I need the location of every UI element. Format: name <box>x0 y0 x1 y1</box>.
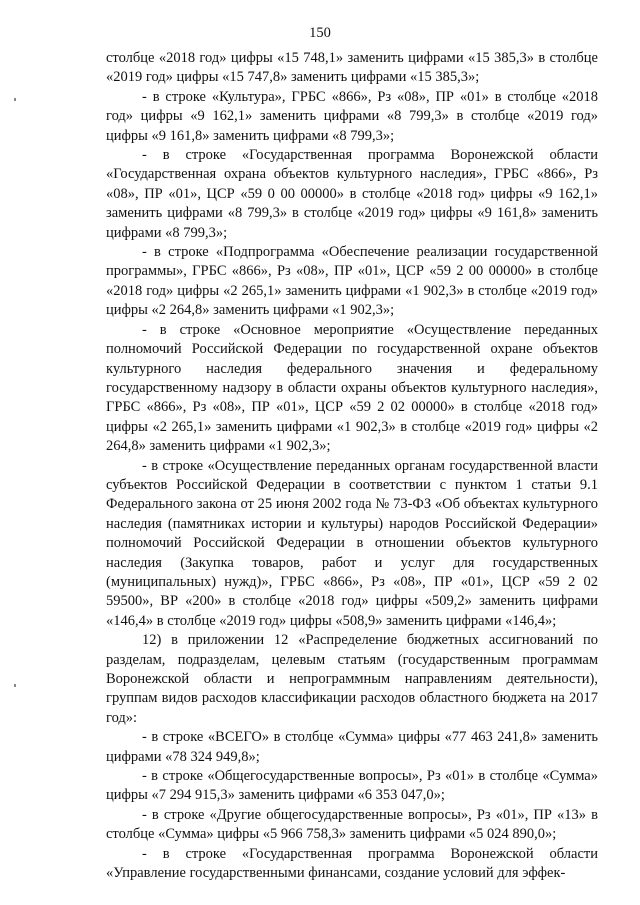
paragraph: - в строке «Общегосударственные вопросы», Рз «01» в столбце «Сумма» цифры «7 294 915,3» заменить цифрами «6 353 047,0»; <box>106 768 598 804</box>
paragraph: - в строке «Культура», ГРБС «866», Рз «08», ПР «01» в столбце «2018 год» цифры «9 162,1» заменить цифрами «8 799,3» в столбце «2019 год» цифры «9 161,8» заменить цифрами «8 799,3»; <box>106 88 598 144</box>
paragraph: - в строке «Государственная программа Воронежской области «Управление государственными финансами, создание условий для эффек- <box>106 845 598 882</box>
paragraph: - в строке «Другие общегосударственные вопросы», Рз «01», ПР «13» в столбце «Сумма» цифры «5 966 758,3» заменить цифрами «5 024 890,0»; <box>106 806 598 843</box>
scan-mark <box>14 684 16 687</box>
paragraph: 12) в приложении 12 «Распределение бюджетных ассигнований по разделам, подразделам, целевым статьям (государственным программам Воронежской области и непрограммным направлениям деятельности), группам видов расходов классификации расходов областного бюджета на 2017 год»: <box>106 632 598 726</box>
document-body <box>106 49 598 883</box>
paragraph: - в строке «Подпрограмма «Обеспечение реализации государственной программы», ГРБС «866», Рз «08», ПР «01», ЦСР «59 2 00 00000» в столбце «2018 год» цифры «2 265,1» заменить цифрами «1 902,3» в столбце «2019 год» цифры «2 264,8» заменить цифрами «1 902,3»; <box>106 244 598 319</box>
paragraph: столбце «2018 год» цифры «15 748,1» заменить цифрами «15 385,3» в столбце «2019 год» цифры «15 747,8» заменить цифрами «15 385,3»; <box>106 50 598 86</box>
paragraph: - в строке «Осуществление переданных органам государственной власти субъектов Российской Федерации в соответствии с пунктом 1 статьи 9.1 Федерального закона от 25 июня 2002 года № 73-ФЗ «Об объектах культурного наследия (памятниках истории и культуры) народов Российской Федерации» полномочий Российской Федерации в отношении объектов культурного наследия (Закупка товаров, работ и услуг для государственных (муниципальных) нужд)», ГРБС «866», Рз «08», ПР «01», ЦСР «59 2 02 59500», ВР «200» в столбце «2018 год» цифры «509,2» заменить цифрами «146,4» в столбце «2019 год» цифры «508,9» заменить цифрами «146,4»; <box>106 457 598 629</box>
paragraph: - в строке «Основное мероприятие «Осуществление переданных полномочий Российской Федерации по государственной охране объектов культурного наследия федерального значения и федеральному государственному надзору в области охраны объектов культурного наследия», ГРБС «866», Рз «08», ПР «01», ЦСР «59 2 02 00000» в столбце «2018 год» цифры «2 265,1» заменить цифрами «1 902,3» в столбце «2019 год» цифры «2 264,8» заменить цифрами «1 902,3»; <box>106 321 598 455</box>
scan-mark <box>14 98 16 101</box>
paragraph: - в строке «ВСЕГО» в столбце «Сумма» цифры «77 463 241,8» заменить цифрами «78 324 949,8»; <box>106 729 598 765</box>
page-number: 150 <box>309 25 331 41</box>
paragraph: - в строке «Государственная программа Воронежской области «Государственная охрана объектов культурного наследия», ГРБС «866», Рз «08», ПР «01», ЦСР «59 0 00 00000» в столбце «2018 год» цифры «9 162,1» заменить цифрами «8 799,3» в столбце «2019 год» цифры «9 161,8» заменить цифрами «8 799,3»; <box>106 147 598 241</box>
